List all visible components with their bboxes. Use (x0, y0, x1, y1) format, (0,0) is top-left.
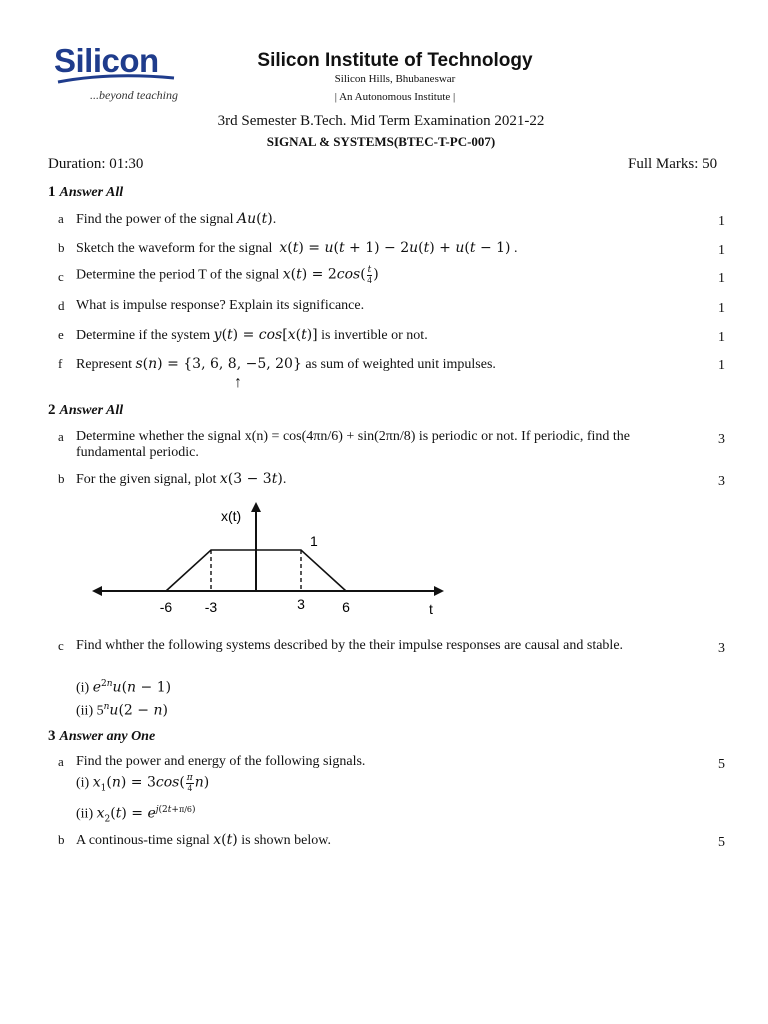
institute-location: Silicon Hills, Bhubaneswar (334, 73, 456, 85)
left-arrow-icon (92, 586, 102, 596)
institute-autonomy: | An Autonomous Institute | (334, 91, 456, 103)
peak-label: 1 (310, 533, 318, 549)
tick-label: -6 (159, 599, 173, 615)
tick-label: -3 (204, 599, 218, 615)
question-label: b (58, 240, 65, 255)
question-marks: 1 (718, 214, 725, 229)
tick-label: 3 (297, 596, 305, 612)
question-2b: For the given signal, plot x(3 − 3t). (76, 471, 287, 487)
question-marks: 1 (718, 330, 725, 345)
question-marks: 3 (718, 641, 725, 656)
silicon-logo: Silicon (54, 42, 159, 79)
question-2c-i: (i) $e^{2n}u(n - 1)$ (76, 679, 172, 696)
duration: Duration: 01:30 (48, 156, 144, 172)
question-label: a (58, 429, 64, 444)
question-marks: 3 (718, 474, 725, 489)
question-label: f (58, 356, 63, 371)
section-1-heading: 1 Answer All (48, 184, 124, 200)
question-1b: Sketch the waveform for the signal x(t) = u(t + 1) − 2u(t) + u(t − 1) . (76, 240, 518, 256)
question-label: a (58, 754, 64, 769)
question-label: e (58, 327, 64, 342)
question-marks: 1 (718, 271, 725, 286)
question-marks: 1 (718, 301, 725, 316)
question-label: d (58, 298, 65, 313)
subject-title: SIGNAL & SYSTEMS(BTEC-T-PC-007) (266, 134, 496, 149)
question-1a: Find the power of the signal Au(t). (76, 211, 277, 227)
question-3b: A continous-time signal x(t) is shown below. (76, 832, 331, 848)
question-3a: Find the power and energy of the following signals. (76, 754, 366, 769)
question-1e: Determine if the system y(t) = cos[x(t)] is invertible or not. (76, 327, 428, 343)
question-3a-ii: (ii) $x_2(t) = e^{j(2t+\pi/6)}$ (76, 805, 196, 825)
up-arrow-icon: ↑ (234, 374, 242, 391)
section-3-heading: 3 Answer any One (48, 728, 156, 744)
question-label: c (58, 269, 64, 284)
question-1f: Represent s(n) = {3, 6, 8, −5, 20} as sum of weighted unit impulses. (76, 356, 496, 372)
section-2-heading: 2 Answer All (48, 402, 124, 418)
question-marks: 1 (718, 243, 725, 258)
tick-label: 6 (342, 599, 350, 615)
question-3a-i: (i) $x_1(n) = 3\cos$( $\frac{\pi}{4}$ n) (76, 773, 210, 794)
up-arrow-icon (251, 502, 261, 512)
x-axis-label: t (429, 601, 433, 617)
question-label: b (58, 832, 65, 847)
question-label: b (58, 471, 65, 486)
question-2c-ii: (ii) $5^nu(2 - n)$ (76, 702, 168, 719)
question-marks: 5 (718, 757, 725, 772)
question-label: c (58, 638, 64, 653)
right-arrow-icon (434, 586, 444, 596)
question-label: a (58, 211, 64, 226)
full-marks: Full Marks: 50 (628, 156, 718, 172)
question-1d: What is impulse response? Explain its significance. (76, 298, 365, 313)
institute-name: Silicon Institute of Technology (257, 50, 533, 71)
question-marks: 5 (718, 835, 725, 850)
question-marks: 1 (718, 358, 725, 373)
exam-title: 3rd Semester B.Tech. Mid Term Examination 2021-22 (217, 113, 545, 129)
logo-tagline: ...beyond teaching (90, 88, 178, 102)
signal-figure (88, 498, 448, 622)
question-2a: Determine whether the signal x(n) = cos(4πn/6) + sin(2πn/8) is periodic or not. If periodic, find the fundamental periodic. (76, 429, 631, 460)
question-marks: 3 (718, 432, 725, 447)
y-axis-label: x(t) (221, 508, 242, 524)
question-2c: Find whther the following systems described by the their impulse responses are causal and stable. (76, 638, 624, 653)
question-1c: Determine the period T of the signal x(t) = 2cos( $\frac{t}{4}$ ) (76, 265, 379, 285)
